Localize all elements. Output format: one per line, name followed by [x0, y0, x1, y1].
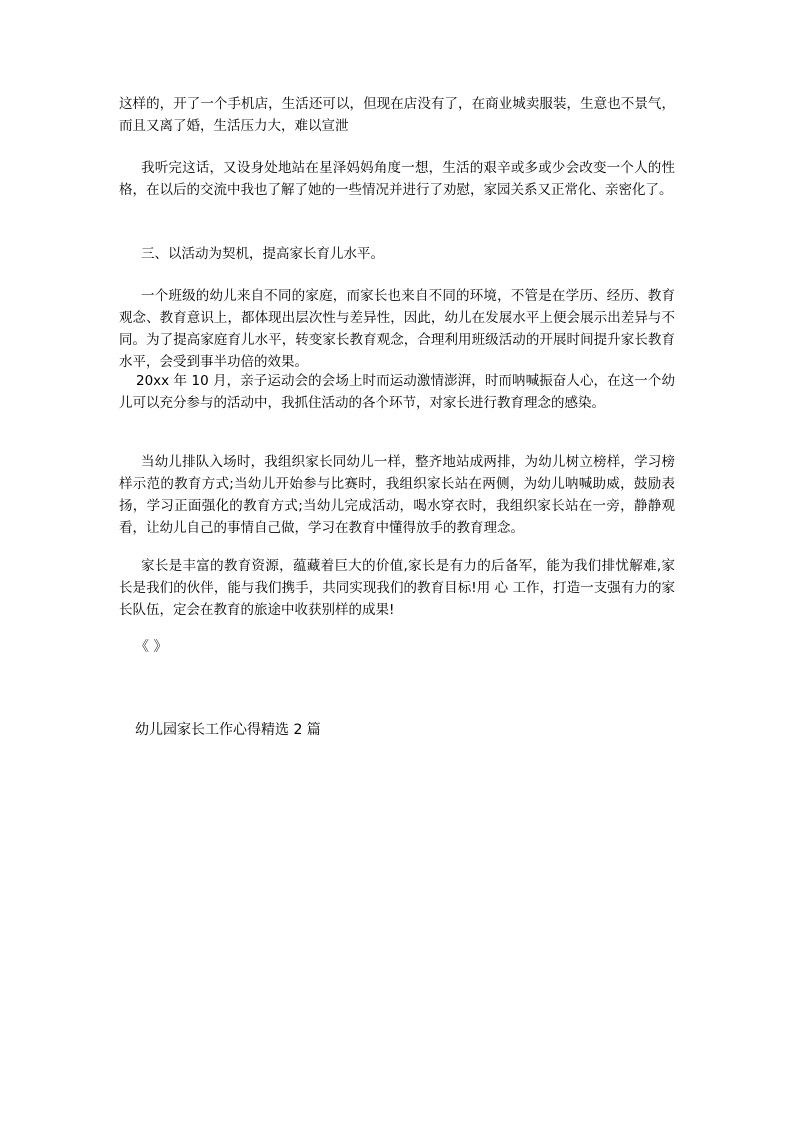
next-article-title: 幼儿园家长工作心得精选 2 篇 [135, 722, 321, 738]
paragraph-7: 家长是丰富的教育资源，蕴藏着巨大的价值,家长是有力的后备军，能为我们排忧解难,家长是我们的伙伴，能与我们携手，共同实现我们的教育目标!用 心 工作，打造一支强有力的家长队伍，定会在教育的旅途中收获别样的成果! [119, 558, 675, 618]
nav-symbols: 《 》 [135, 639, 168, 655]
paragraph-5: 20xx 年 10 月，亲子运动会的会场上时而运动激情澎湃，时而呐喊振奋人心，在这一个幼儿可以充分参与的活动中，我抓住活动的各个环节，对家长进行教育理念的感染。 [119, 373, 675, 411]
section-heading: 三、以活动为契机，提高家长育儿水平。 [141, 246, 384, 262]
paragraph-4: 一个班级的幼儿来自不同的家庭，而家长也来自不同的环境，不管是在学历、经历、教育观念、教育意识上，都体现出层次性与差异性，因此，幼儿在发展水平上便会展示出差异与不同。为了提高家庭育儿水平，转变家长教育观念，合理利用班级活动的开展时间提升家长教育水平，会受到事半功倍的效果。 [119, 288, 675, 370]
paragraph-6: 当幼儿排队入场时，我组织家长同幼儿一样，整齐地站成两排，为幼儿树立榜样，学习榜样示范的教育方式;当幼儿开始参与比赛时，我组织家长站在两侧，为幼儿呐喊助威，鼓励表扬，学习正面强化的教育方式;当幼儿完成活动，喝水穿衣时，我组织家长站在一旁，静静观看，让幼儿自己的事情自己做，学习在教育中懂得放手的教育理念。 [119, 454, 675, 536]
paragraph-2: 我听完这话，又设身处地站在星泽妈妈角度一想，生活的艰辛或多或少会改变一个人的性格，在以后的交流中我也了解了她的一些情况并进行了劝慰，家园关系又正常化、亲密化了。 [119, 160, 675, 198]
paragraph-1: 这样的，开了一个手机店，生活还可以，但现在店没有了，在商业城卖服装，生意也不景气，而且又离了婚，生活压力大，难以宣泄 [119, 96, 675, 134]
